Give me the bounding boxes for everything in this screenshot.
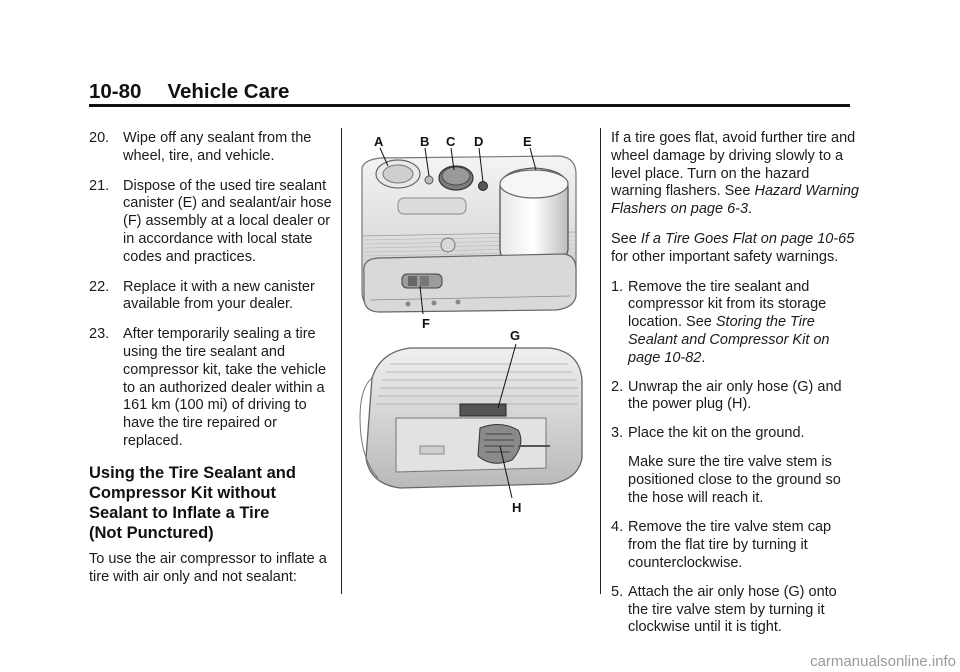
step-23 xyxy=(89,326,339,451)
header-rule xyxy=(89,104,850,107)
step-4: 4. Remove the tire valve stem cap from the flat tire by turning it counterclockwise. xyxy=(611,519,832,571)
column-divider-left xyxy=(341,128,342,594)
link-tire-flat[interactable]: If a Tire Goes Flat on page 10-65 xyxy=(640,230,855,247)
step-20 xyxy=(89,130,339,166)
step-number: 3. xyxy=(611,425,624,442)
step-3: 3. Place the kit on the ground. xyxy=(611,425,805,442)
compressor-side-view xyxy=(360,348,582,488)
compressor-kit-illustration xyxy=(350,128,590,528)
step-22 xyxy=(89,279,339,315)
step-5: 5. Attach the air only hose (G) onto the tire valve stem by turning it clockwise until it is tight. xyxy=(611,583,837,636)
page-number: 10-80 xyxy=(89,80,142,103)
step-text: After temporarily sealing a tire using the tire sealant and compressor kit, take the vehicle to an authorized dealer within a 161 km (100 mi) of driving to have the tire repaired or replaced. xyxy=(123,326,327,449)
label-h: H xyxy=(512,500,522,515)
watermark: carmanualsonline.info xyxy=(810,653,956,670)
intro-paragraph: To use the air compressor to inflate a tire with air only and not sealant: xyxy=(89,550,327,585)
label-f: F xyxy=(422,316,430,331)
heading-line: (Not Punctured) xyxy=(89,523,214,542)
compressor-kit-figure xyxy=(350,128,590,528)
paragraph-safety: See If a Tire Goes Flat on page 10-65 for other important safety warnings. xyxy=(611,230,855,265)
step-number: 1. xyxy=(611,278,624,295)
step-number: 2. xyxy=(611,378,624,395)
step-number: 5. xyxy=(611,583,624,600)
column-divider-right xyxy=(600,128,601,594)
step-number: 21. xyxy=(89,177,110,194)
step-number: 22. xyxy=(89,278,110,295)
label-b: B xyxy=(420,134,430,149)
step-text: Wipe off any sealant from the wheel, tire, and vehicle. xyxy=(123,130,312,164)
label-g: G xyxy=(510,328,521,343)
paragraph-flat-tire: If a tire goes flat, avoid further tire and wheel damage by driving slowly to a level place. Turn on the hazard warning flashers. See Hazard Warning Flashers on page 6-3. xyxy=(611,130,859,218)
step-number: 23. xyxy=(89,326,110,343)
chapter-title: Vehicle Care xyxy=(167,80,290,103)
section-heading xyxy=(89,463,339,543)
step-number: 4. xyxy=(611,519,624,536)
left-column xyxy=(89,130,339,598)
step-text: Replace it with a new canister available from your dealer. xyxy=(123,278,315,313)
heading-line: Using the Tire Sealant and xyxy=(89,463,296,482)
step-21 xyxy=(89,178,339,267)
label-d: D xyxy=(474,134,484,149)
link-hazard-flashers[interactable]: Hazard Warning Flashers on page 6-3 xyxy=(611,183,859,218)
step-3-note: Make sure the tire valve stem is positioned close to the ground so the hose will reach it. xyxy=(628,453,841,506)
compressor-top-view xyxy=(362,156,576,312)
page-header xyxy=(89,80,289,104)
link-storing-kit[interactable]: Storing the Tire Sealant and Compressor Kit on page 10-82 xyxy=(628,314,830,366)
label-c: C xyxy=(446,134,456,149)
label-a: A xyxy=(374,134,384,149)
heading-line: Sealant to Inflate a Tire xyxy=(89,503,270,522)
right-column xyxy=(611,130,859,648)
step-2: 2. Unwrap the air only hose (G) and the power plug (H). xyxy=(611,378,842,413)
step-number: 20. xyxy=(89,130,110,146)
step-1: 1. Remove the tire sealant and compressor kit from its storage location. See Storing the Tire Sealant and Compressor Kit on page 10-82. xyxy=(611,278,830,366)
step-text: Dispose of the used tire sealant canister (E) and sealant/air hose (F) assembly at a local dealer or in accordance with local state codes and practices. xyxy=(123,177,332,265)
heading-line: Compressor Kit without xyxy=(89,483,277,502)
label-e: E xyxy=(523,134,532,149)
